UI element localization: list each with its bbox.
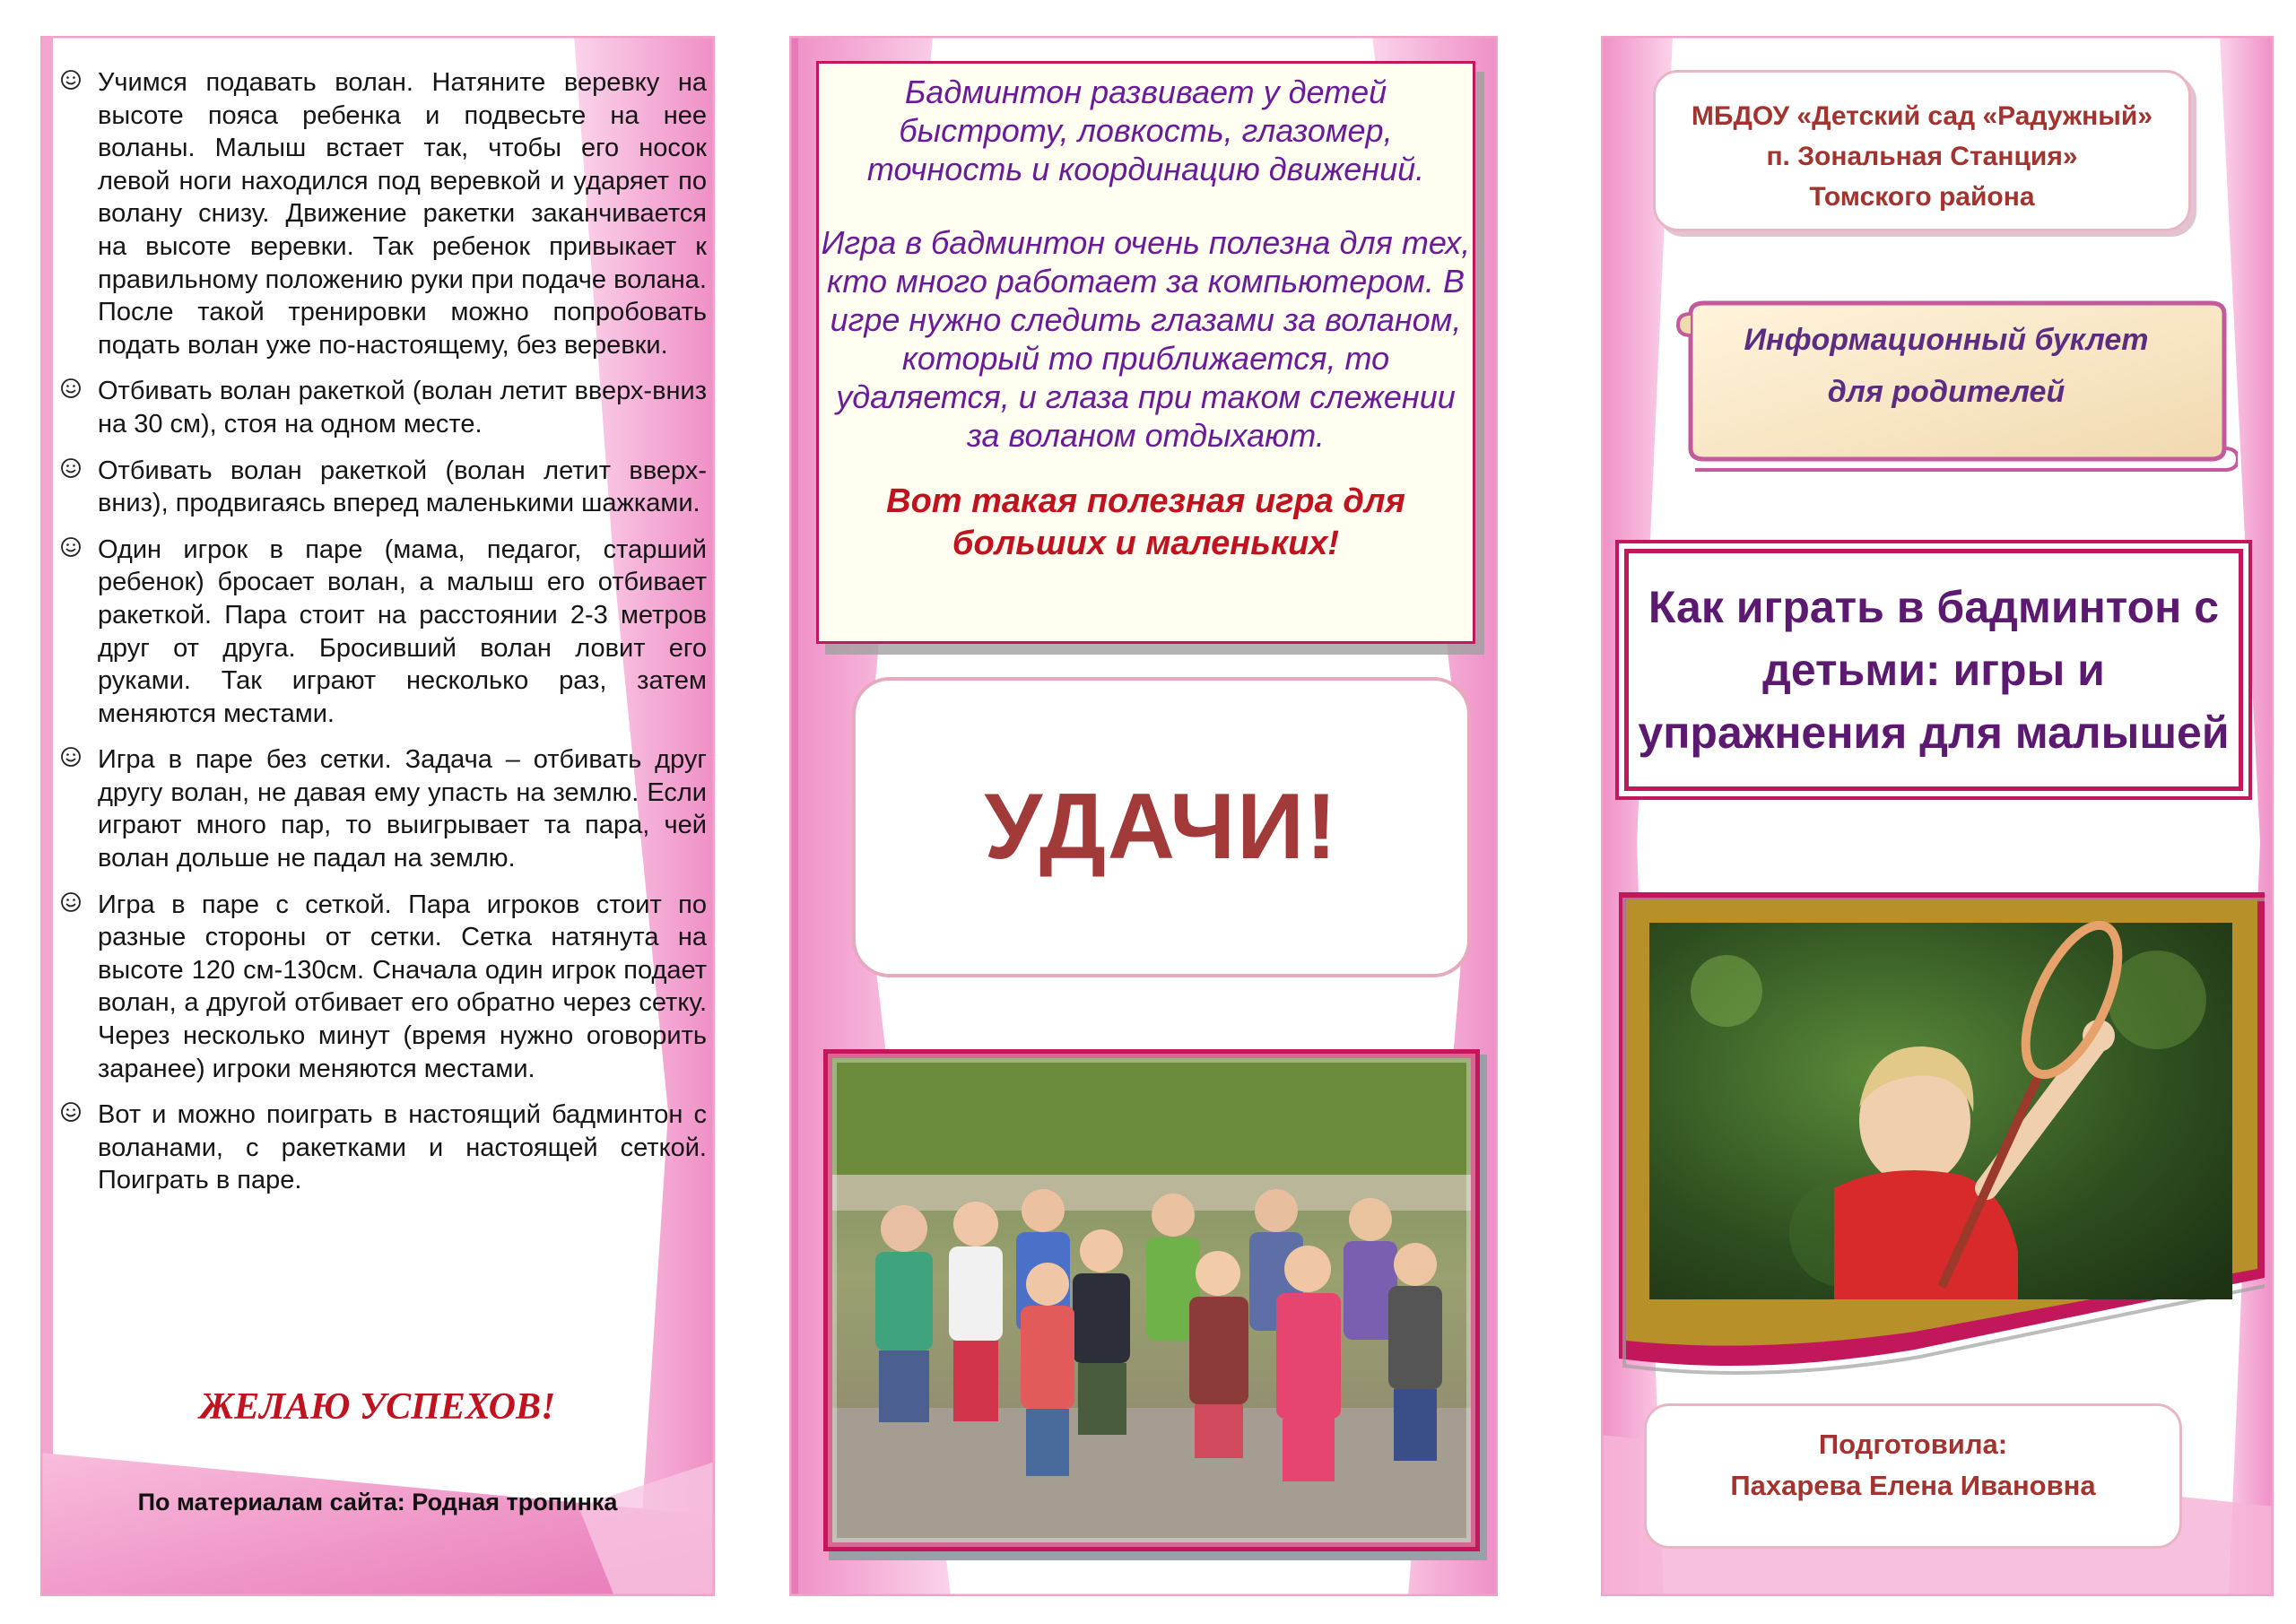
smiley-icon (60, 536, 82, 558)
list-item (57, 889, 707, 1086)
item-text: Игра в паре с сеткой. Пара игроков стоит по разные стороны от сетки. Сетка натянута на высоте 120 см-130см. Сначала один игрок подает волан, а другой отбивает его обратно через сетку. Через несколько минут (время нужно оговорить заранее) игроки меняются местами. (98, 890, 707, 1083)
wish-heading: ЖЕЛАЮ УСПЕХОВ! (199, 1386, 556, 1428)
organization-box (1653, 70, 2191, 231)
source-note: По материалам сайта: Родная тропинка (137, 1489, 618, 1515)
smiley-icon (60, 378, 82, 399)
booklet-line: для родителей (1827, 375, 2066, 409)
good-luck-text: УДАЧИ! (984, 775, 1339, 879)
child-with-racket-photo (1619, 892, 2265, 1376)
item-text: Один игрок в паре (мама, педагог, старший ребенок) бросает волан, а малыш его отбивает ракеткой. Пара стоит на расстоянии 2-3 метров друг от друга. Бросивший волан ловит его руками. Так играют несколько раз, затем меняются местами. (98, 534, 707, 728)
booklet-label (1673, 314, 2220, 418)
org-location: п. Зональная Станция» (1766, 142, 2078, 171)
smiley-icon (60, 891, 82, 913)
list-item (57, 743, 707, 874)
list-item (57, 534, 707, 731)
prepared-label: Подготовила: (1818, 1429, 2008, 1460)
main-title-box (1624, 549, 2243, 791)
title-line: Как играть в бадминтон с (1648, 582, 2220, 632)
item-text: Игра в паре без сетки. Задача – отбивать друг другу волан, не давая ему упасть на землю. Если играют много пар, то выигрывает та пара, чей волан дольше не падал на землю. (98, 745, 707, 873)
left-panel (40, 36, 715, 1596)
org-name: МБДОУ «Детский сад «Радужный» (1691, 101, 2153, 131)
booklet-line: Информационный буклет (1744, 323, 2149, 357)
list-item (57, 66, 707, 361)
useful-game-text: Вот такая полезная игра для больших и маленьких! (886, 482, 1405, 562)
children-group-photo (823, 1049, 1487, 1560)
smiley-icon (60, 1101, 82, 1123)
item-text: Вот и можно поиграть в настоящий бадминтон с воланами, с ракетками и настоящей сеткой. Поиграть в паре. (98, 1100, 707, 1195)
smiley-icon (60, 69, 82, 91)
item-text: Учимся подавать волан. Натяните веревку на высоте пояса ребенка и подвесьте на нее воланы. Малыш встает так, чтобы его носок левой ноги находился под веревкой и ударяет по волану снизу. Движение ракетки заканчивается на высоте веревки. Так ребенок привыкает к правильному положению руки при подаче волана. После такой тренировки можно попробовать подать волан уже по-настоящему, без веревки. (98, 68, 707, 360)
eyes-benefit-text: Игра в бадминтон очень полезна для тех, кто много работает за компьютером. В игре нужно следить глазами за воланом, который то приближается, то удаляется, и глаза при таком слежении за воланом отдыхают. (821, 224, 1471, 454)
list-item (57, 1099, 707, 1197)
smiley-icon (60, 457, 82, 479)
list-item (57, 375, 707, 440)
exercise-list (57, 66, 707, 1211)
good-luck-box (852, 677, 1471, 977)
title-line: детьми: игры и (1762, 645, 2105, 695)
author-name: Пахарева Елена Ивановна (1730, 1470, 2096, 1501)
title-line: упражнения для малышей (1638, 708, 2230, 758)
right-panel (1601, 36, 2274, 1596)
org-district: Томского района (1809, 182, 2035, 212)
smiley-icon (60, 746, 82, 768)
item-text: Отбивать волан ракеткой (волан летит вверх-вниз), продвигаясь вперед маленькими шажками. (98, 456, 707, 518)
list-item (57, 455, 707, 520)
middle-panel (789, 36, 1498, 1596)
item-text: Отбивать волан ракеткой (волан летит вверх-вниз на 30 см), стоя на одном месте. (98, 377, 707, 439)
benefits-quote-box (816, 61, 1475, 644)
prepared-by-box (1644, 1403, 2182, 1549)
benefits-text: Бадминтон развивает у детей быстроту, ловкость, глазомер, точность и координацию движений. (866, 74, 1425, 187)
